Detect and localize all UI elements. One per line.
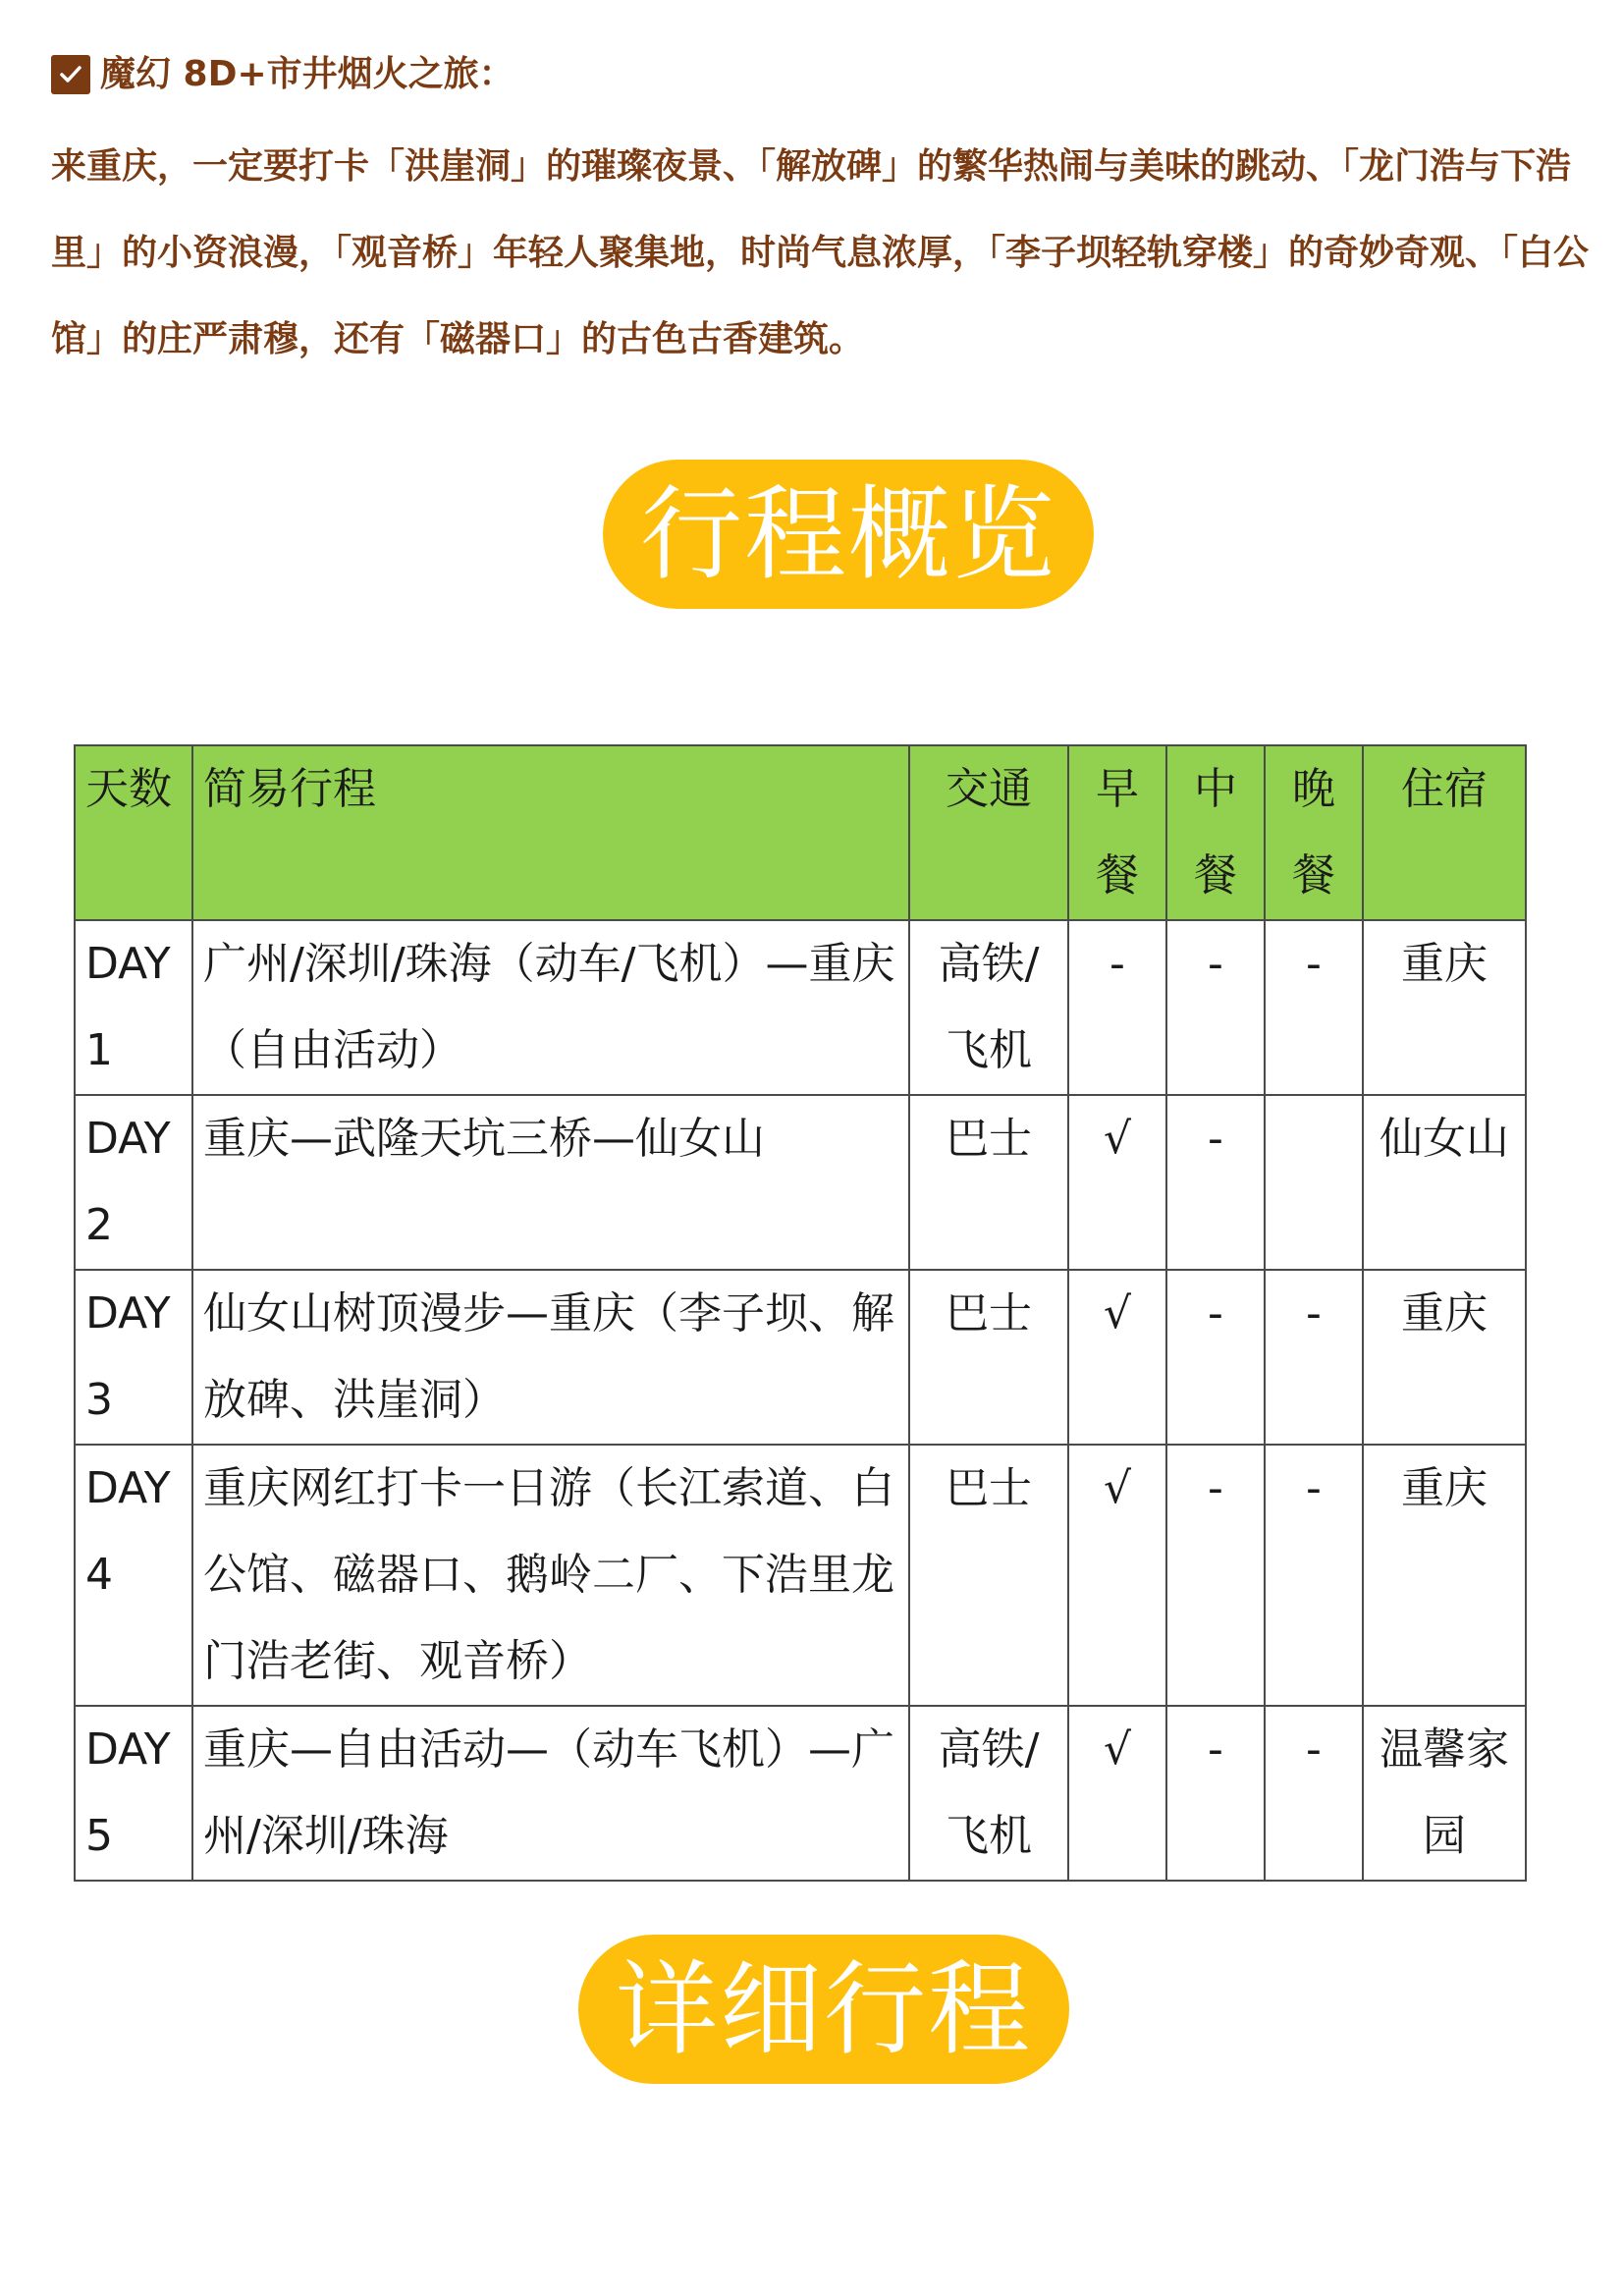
hotel-cell: 温馨家园 [1363,1706,1526,1881]
table-row [75,1445,1526,1706]
hotel-cell: 仙女山 [1363,1095,1526,1270]
table-row [75,1706,1526,1881]
hotel-cell: 重庆 [1363,1445,1526,1706]
header-transport: 交通 [909,745,1068,920]
day-cell: DAY1 [75,920,192,1095]
transport-cell: 巴士 [909,1270,1068,1445]
transport-cell: 巴士 [909,1445,1068,1706]
header-lunch: 中餐 [1166,745,1265,920]
table-row [75,920,1526,1095]
route-cell: 广州/深圳/珠海（动车/飞机）—重庆（自由活动） [192,920,909,1095]
route-cell: 重庆—自由活动—（动车飞机）—广州/深圳/珠海 [192,1706,909,1881]
hotel-cell: 重庆 [1363,1270,1526,1445]
breakfast-cell: √ [1068,1445,1166,1706]
day-cell: DAY2 [75,1095,192,1270]
route-cell: 重庆—武隆天坑三桥—仙女山 [192,1095,909,1270]
section-heading-overview: 行程概览 [603,460,1094,609]
transport-cell: 巴士 [909,1095,1068,1270]
dinner-cell [1265,1095,1363,1270]
transport-cell: 高铁/飞机 [909,1706,1068,1881]
checkmark-icon [51,55,90,94]
trip-title-text: 魔幻 8D+市井烟火之旅： [100,54,514,94]
lunch-cell: - [1166,1706,1265,1881]
lunch-cell: - [1166,920,1265,1095]
table-row [75,1270,1526,1445]
header-hotel: 住宿 [1363,745,1526,920]
route-cell: 仙女山树顶漫步—重庆（李子坝、解放碑、洪崖洞） [192,1270,909,1445]
day-cell: DAY5 [75,1706,192,1881]
table-row [75,1095,1526,1270]
itinerary-table [74,744,1527,1882]
lunch-cell: - [1166,1270,1265,1445]
header-breakfast: 早餐 [1068,745,1166,920]
header-dinner: 晚餐 [1265,745,1363,920]
day-cell: DAY3 [75,1270,192,1445]
dinner-cell: - [1265,920,1363,1095]
transport-cell: 高铁/飞机 [909,920,1068,1095]
trip-description: 来重庆，一定要打卡「洪崖洞」的璀璨夜景、「解放碑」的繁华热闹与美味的跳动、「龙门浩与下浩里」的小资浪漫，「观音桥」年轻人聚集地，时尚气息浓厚，「李子坝轻轨穿楼」的奇妙奇观、「白公馆」的庄严肃穆，还有「磁器口」的古色古香建筑。 [51,146,1590,359]
trip-title [51,47,514,102]
dinner-cell: - [1265,1706,1363,1881]
breakfast-cell: √ [1068,1095,1166,1270]
hotel-cell: 重庆 [1363,920,1526,1095]
section-heading-detail: 详细行程 [578,1935,1069,2084]
dinner-cell: - [1265,1270,1363,1445]
lunch-cell: - [1166,1445,1265,1706]
breakfast-cell: √ [1068,1270,1166,1445]
dinner-cell: - [1265,1445,1363,1706]
lunch-cell: - [1166,1095,1265,1270]
day-cell: DAY4 [75,1445,192,1706]
header-route: 简易行程 [192,745,909,920]
breakfast-cell: - [1068,920,1166,1095]
header-day: 天数 [75,745,192,920]
route-cell: 重庆网红打卡一日游（长江索道、白公馆、磁器口、鹅岭二厂、下浩里龙门浩老街、观音桥） [192,1445,909,1706]
breakfast-cell: √ [1068,1706,1166,1881]
table-header-row [75,745,1526,920]
